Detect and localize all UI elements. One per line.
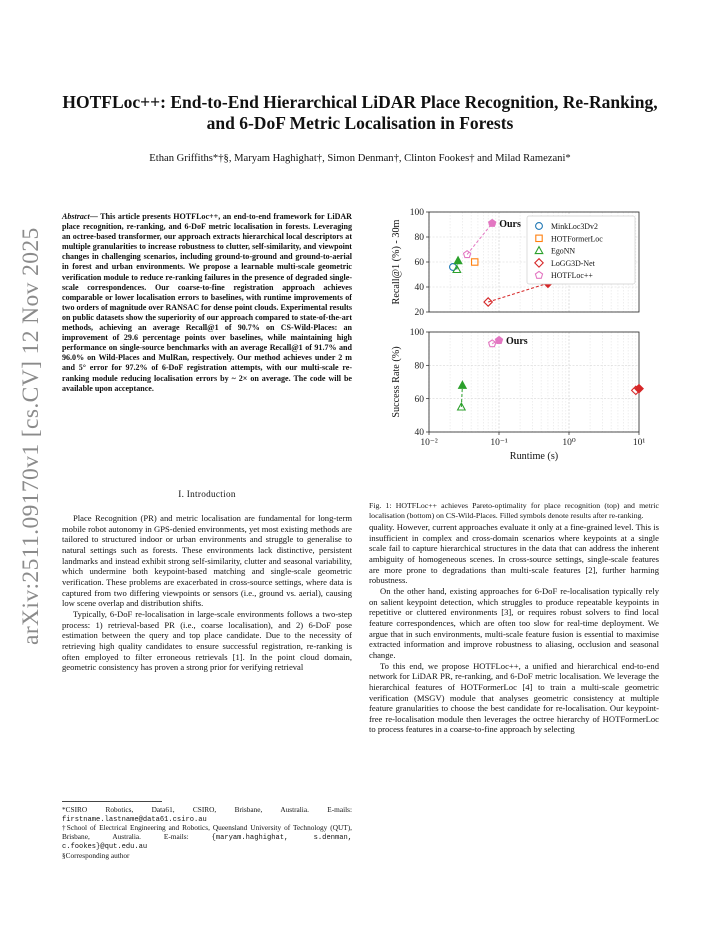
abstract bbox=[62, 212, 352, 394]
footnote-rule bbox=[62, 801, 162, 802]
intro-left-column bbox=[62, 513, 352, 673]
x-tick-label: 10¹ bbox=[632, 438, 646, 448]
section-heading: I. Introduction bbox=[178, 489, 236, 499]
paragraph: On the other hand, existing approaches for 6-DoF re-localisation typically rely on salient keypoint detection, which struggles to produce repeatable keypoints in repetitive or cluttered environments [3], or requires robust solvers to find local feature correspondences, which are often too slow for real-time deployment. We argue that in such environments, multi-scale feature fusion is essential to maximise extracted information and improve robustness to aliasing, occlusion and seasonal change. bbox=[369, 585, 659, 660]
intro-right-column bbox=[369, 522, 659, 735]
x-tick-label: 10⁻² bbox=[420, 438, 438, 448]
footnote: §Corresponding author bbox=[62, 850, 130, 860]
figure-1 bbox=[368, 200, 660, 498]
y-tick-label: 100 bbox=[409, 208, 424, 219]
y-tick-label: 80 bbox=[414, 361, 424, 372]
paragraph: quality. However, current approaches evaluate it only at a fine-grained level. This is insufficient in complex and cross-domain scenarios where keypoints at a single scale fail to capture hierarchical structures in the data that can address the inherent ambiguity of homogeneous scenes. In cross-source settings, single-scale features are more prone to degradations than multi-scale features [2], further harming robustness. bbox=[369, 522, 659, 586]
footnote: †School of Electrical Engineering and Robotics, Queensland University of Technology (QUT), Brisbane, Australia. E-mails: {maryam.haghighat, s.denman, c.fookes}@qut.edu.au bbox=[62, 823, 352, 852]
abstract-lead: Abstract bbox=[62, 212, 90, 221]
data-point bbox=[489, 219, 496, 226]
paper-title: HOTFLoc++: End-to-End Hierarchical LiDAR Place Recognition, Re-Ranking, and 6-DoF Metric Localisation in Forests bbox=[62, 92, 658, 133]
abstract-body: — This article presents HOTFLoc++, an end-to-end framework for LiDAR place recognition, re-ranking, and 6-DoF metric localisation in forests. Leveraging an octree-based transformer, our approach extracts hierarchical local descriptors at multiple granularities to increase robustness to clutter, self-similarity, and viewpoint changes in challenging scenarios, including ground-to-ground and ground-to-aerial in forest and urban environments. We propose a learnable multi-scale geometric verification module to reduce re-ranking failures in the presence of degraded single-scale correspondences. Our coarse-to-fine registration approach achieves comparable or lower localisation errors to baselines, with runtime improvements of two orders of magnitude over RANSAC for dense point clouds. Experimental results on public datasets show the superiority of our approach compared to state-of-the-art methods, achieving an average Recall@1 of 90.7% on CS-Wild-Places: an improvement of 29.6 percentage points over baselines, while maintaining high performance on single-source benchmarks with an average Recall@1 of 91.7% and 96.0% on Wild-Places and MulRan, respectively. Our method achieves under 2 m and 5° error for 97.2% of 6-DoF registration attempts, with our multi-scale re-ranking module reducing localisation errors by ~ 2× on average. The code will be available upon acceptance. bbox=[62, 212, 352, 393]
x-tick-label: 10⁻¹ bbox=[490, 438, 508, 448]
data-point bbox=[454, 257, 462, 264]
plot-frame bbox=[429, 332, 639, 432]
author-list: Ethan Griffiths*†§, Maryam Haghighat†, Simon Denman†, Clinton Fookes† and Milad Ramezani* bbox=[149, 153, 571, 164]
data-point bbox=[495, 337, 502, 344]
y-axis-label: Success Rate (%) bbox=[391, 346, 402, 418]
plot-success-rate bbox=[391, 328, 645, 462]
data-point bbox=[459, 381, 467, 388]
y-tick-label: 60 bbox=[414, 394, 424, 405]
paragraph: To this end, we propose HOTFLoc++, a unified and hierarchical end-to-end network for LiDAR PR, re-ranking, and 6-DoF metric localisation. We leverage the hierarchical features of HOTFormerLoc [4] to train a multi-scale geometric verification (MSGV) module that analyses geometric consistency at multiple feature granularities to choose the best candidate for re-localisation. Our keypoint-free re-localisation module then leverages the octree hierarchy of HOTFormerLoc to process features in a coarse-to-fine approach by selecting bbox=[369, 660, 659, 735]
annotation-ours: Ours bbox=[499, 218, 521, 230]
annotation-ours: Ours bbox=[506, 335, 528, 347]
legend-entry: LoGG3D-Net bbox=[551, 258, 595, 268]
arxiv-identifier: arXiv:2511.09170v1 [cs.CV] 12 Nov 2025 bbox=[18, 227, 44, 645]
y-axis-label: Recall@1 (%) - 30m bbox=[391, 219, 402, 305]
footnotes bbox=[62, 806, 352, 861]
y-tick-label: 40 bbox=[414, 283, 424, 294]
y-tick-label: 100 bbox=[409, 328, 424, 339]
plot-recall bbox=[391, 208, 639, 318]
legend-entry: EgoNN bbox=[551, 246, 576, 256]
figure-caption: Fig. 1: HOTFLoc++ achieves Pareto-optimality for place recognition (top) and metric localisation (bottom) on CS-Wild-Places. Filled symbols denote results after re-ranking. bbox=[369, 501, 659, 520]
legend bbox=[527, 216, 635, 284]
x-tick-label: 10⁰ bbox=[562, 438, 576, 448]
y-tick-label: 40 bbox=[414, 428, 424, 439]
legend-entry: MinkLoc3Dv2 bbox=[551, 222, 598, 231]
y-tick-label: 60 bbox=[414, 258, 424, 269]
legend-entry: HOTFLoc++ bbox=[551, 271, 593, 281]
rerank-arrow bbox=[488, 283, 548, 302]
x-axis-label: Runtime (s) bbox=[509, 451, 559, 462]
footnote: *CSIRO Robotics, Data61, CSIRO, Brisbane, Australia. E-mails: firstname.lastname@data61.csiro.au bbox=[62, 805, 352, 824]
y-tick-label: 80 bbox=[414, 233, 424, 244]
legend-entry: HOTFormerLoc bbox=[551, 234, 603, 244]
paragraph: Typically, 6-DoF re-localisation in large-scale environments follows a two-step process: 1) retrieval-based PR (i.e., coarse localisation), and 2) 6-DoF pose estimation between the query and top place candidate. Due to the necessity of retrieving high quality candidates to ensure successful registration, re-ranking is often employed to filter erroneous retrievals [1]. In the point cloud domain, geometric consistency has proven a strong prior for verifying retrieval bbox=[62, 608, 352, 673]
y-tick-label: 20 bbox=[414, 308, 424, 319]
paragraph: Place Recognition (PR) and metric localisation are fundamental for long-term mobile robot autonomy in GPS-denied environments, yet most existing methods are tailored to structured indoor or urban environments and struggle to generalise to natural settings such as forests. These environments lack distinctive, persistent landmarks and instead exhibit strong self-similarity, clutter and seasonal variability, which undermine both keypoint-based matching and single-scale geometric verification. These problems are exacerbated in cross-source settings, where data is captured from two differing viewpoints or sensors (i.e., ground vs. aerial), causing low scene overlap and distribution shifts. bbox=[62, 513, 352, 609]
